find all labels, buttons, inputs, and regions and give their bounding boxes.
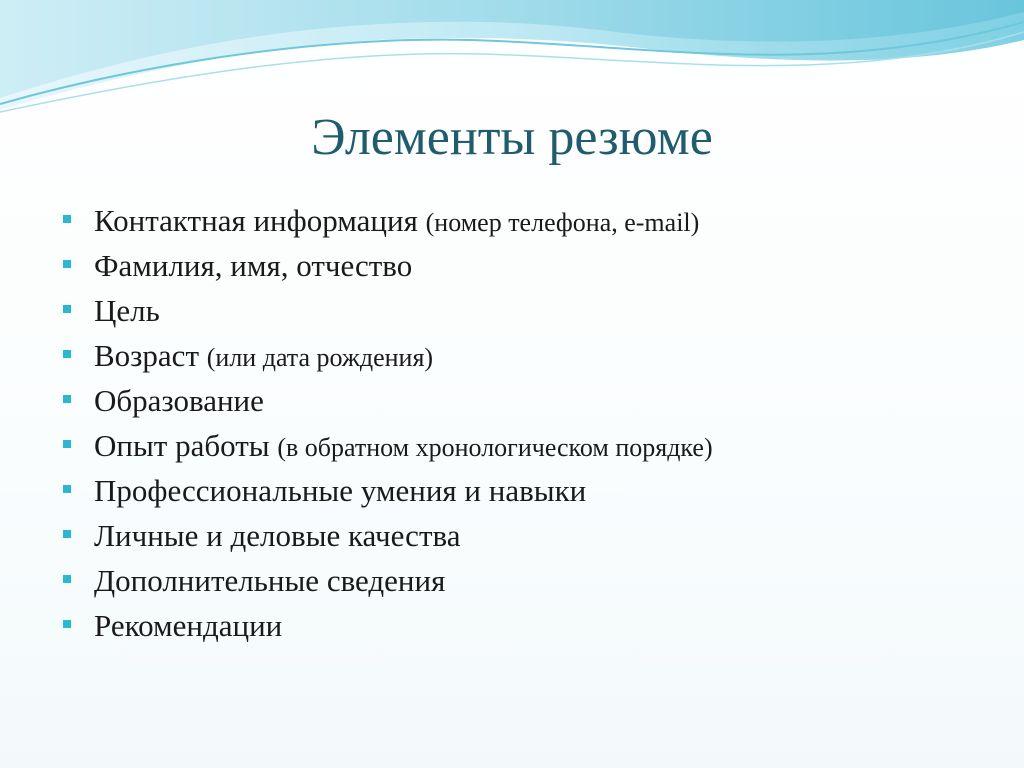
bullet-square-icon (63, 215, 71, 223)
item-main-text: Опыт работы (94, 428, 270, 463)
list-item (60, 468, 960, 513)
bullet-square-icon (63, 395, 71, 403)
list-item (60, 378, 960, 423)
list-item (60, 243, 960, 288)
bullet-list (60, 198, 960, 648)
bullet-square-icon (63, 575, 71, 583)
list-item (60, 333, 960, 378)
wave-decoration (0, 0, 1024, 120)
list-item (60, 603, 960, 648)
bullet-square-icon (63, 260, 71, 268)
slide-title: Элементы резюме (311, 109, 713, 166)
list-item (60, 198, 960, 243)
item-main-text: Фамилия, имя, отчество (94, 248, 413, 283)
item-main-text: Рекомендации (94, 608, 283, 643)
bullet-square-icon (63, 485, 71, 493)
item-main-text: Контактная информация (94, 203, 418, 238)
bullet-square-icon (63, 440, 71, 448)
list-item (60, 288, 960, 333)
item-detail-text: (в обратном хронологическом порядке) (277, 433, 713, 462)
item-main-text: Образование (94, 383, 264, 418)
item-detail-text: (или дата рождения) (206, 343, 434, 372)
list-item (60, 513, 960, 558)
list-item (60, 423, 960, 468)
item-main-text: Возраст (94, 338, 199, 373)
item-detail-text: (номер телефона, e-mail) (425, 208, 700, 237)
item-main-text: Дополнительные сведения (94, 563, 446, 598)
bullet-square-icon (63, 530, 71, 538)
bullet-square-icon (63, 620, 71, 628)
item-main-text: Цель (94, 293, 160, 328)
bullet-square-icon (63, 305, 71, 313)
bullet-square-icon (63, 350, 71, 358)
list-item (60, 558, 960, 603)
item-main-text: Профессиональные умения и навыки (94, 473, 587, 508)
item-main-text: Личные и деловые качества (94, 518, 461, 553)
